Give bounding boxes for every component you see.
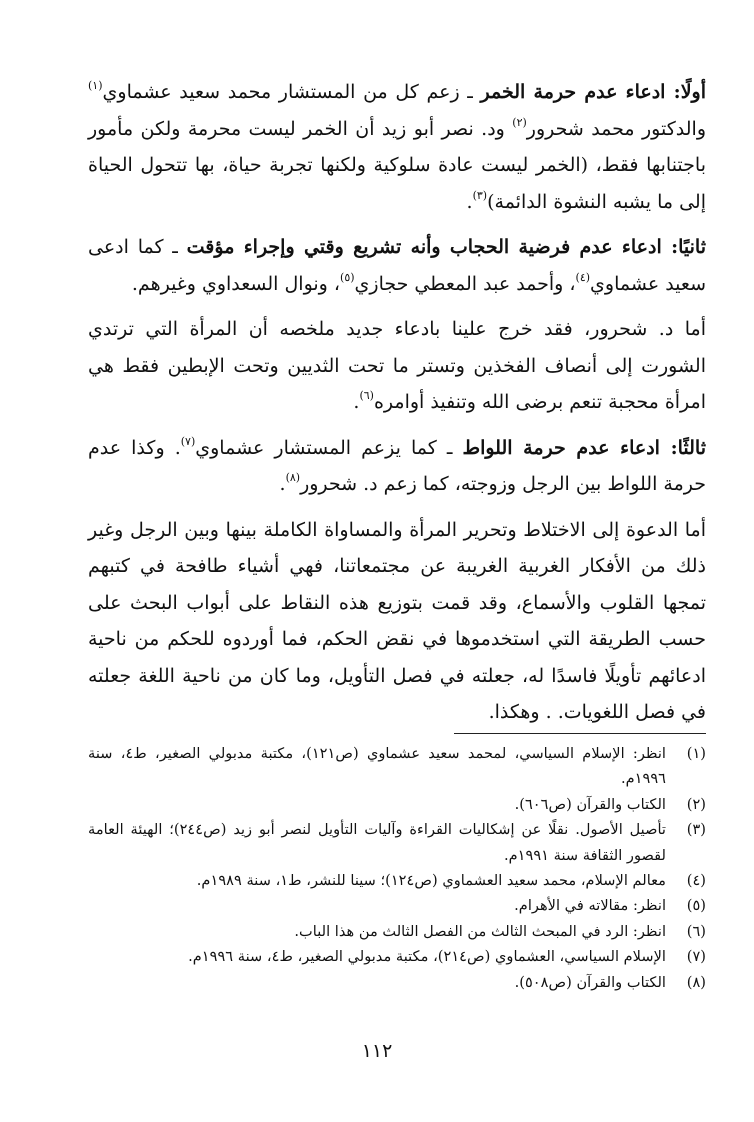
paragraph-third: ثالثًا: ادعاء عدم حرمة اللواط ـ كما يزعم المستشار عشماوي$^{(٧)}$. وكذا عدم حرمة اللواط بين الرجل وزوجته، كما زعم د. شحرور$^{(٨)}$. — [88, 434, 706, 495]
footnote-ref: (٦) — [359, 389, 374, 402]
footnote-item — [88, 970, 706, 995]
paragraph-shahrour: أما د. شحرور، فقد خرج علينا بادعاء جديد ملخصه أن المرأة التي ترتدي الشورت إلى أنصاف الفخذين وتستر ما تحت الثديين وتحت الإبطين فقط هي امرأة محجبة تنعم برضى الله وتنفيذ أوامره$^{(٦)}$. — [88, 318, 706, 413]
footnotes — [88, 741, 706, 995]
footnote-item — [88, 868, 706, 893]
footnote-number: (٨) — [686, 973, 706, 991]
footnote-ref: (١) — [88, 79, 103, 92]
footnote-number: (٦) — [686, 922, 706, 940]
heading-third: ثالثًا: ادعاء عدم حرمة اللواط — [462, 436, 706, 459]
footnote-number: (٧) — [686, 948, 706, 966]
footnote-text: انظر: مقالاته في الأهرام. — [514, 897, 666, 915]
footnote-item — [88, 792, 706, 817]
footnote-ref: (٣) — [472, 188, 488, 202]
main-text — [88, 74, 706, 740]
footnote-item — [88, 893, 706, 918]
footnote-text: الإسلام السياسي، العشماوي (ص٢١٤)، مكتبة مدبولي الصغير، ط٤، سنة ١٩٩٦م. — [188, 948, 666, 966]
footnote-number: (٤) — [686, 872, 706, 890]
page-number: ١١٢ — [361, 1040, 393, 1062]
paragraph-closing: أما الدعوة إلى الاختلاط وتحرير المرأة والمساواة الكاملة بينها وبين الرجل وغير ذلك من الأفكار الغربية الغريبة عن مجتمعاتنا، فهي أشياء طافحة في كتبهم تمجها القلوب والأسماع، وقد قمت بتوزيع هذه النقاط على أبواب البحث على حسب الطريقة التي استخدموها في نقض الحكم، فما أوردوه للحكم من ناحية ادعائهم تأويلًا فاسدًا له، جعلته في فصل التأويل، وما كان من ناحية اللغة جعلته في فصل اللغويات. . وهكذا. — [88, 518, 706, 723]
footnote-number: (١) — [686, 745, 706, 762]
footnote-text: الكتاب والقرآن (ص٦٠٦). — [514, 795, 666, 813]
footnote-text: تأصيل الأصول. نقلًا عن إشكاليات القراءة وآليات التأويل لنصر أبو زيد (ص٢٤٤)؛ الهيئة العامة لقصور الثقافة سنة ١٩٩١م. — [88, 821, 666, 864]
footnote-text: انظر: الرد في المبحث الثالث من الفصل الثالث من هذا الباب. — [294, 922, 666, 940]
footnote-ref: (٢) — [512, 115, 527, 129]
footnote-ref: (٥) — [340, 270, 355, 284]
paragraph-hijab: ثانيًا: ادعاء عدم فرضية الحجاب وأنه تشريع وقتي وإجراء مؤقت ـ كما ادعى سعيد عشماوي$^{(٤)}$، وأحمد عبد المعطي حجازي$^{(٥)}$، ونوال السعداوي وغيرهم. — [88, 236, 706, 295]
footnote-ref: (٨) — [285, 471, 301, 484]
footnote-number: (٢) — [686, 795, 706, 813]
heading-second: ثانيًا: ادعاء عدم فرضية الحجاب وأنه تشريع وقتي وإجراء مؤقت — [186, 236, 706, 258]
footnote-item — [88, 817, 706, 868]
footnote-item — [88, 741, 706, 792]
heading-first: أولًا: ادعاء عدم حرمة الخمر — [480, 81, 706, 103]
footnote-text: انظر: الإسلام السياسي، لمحمد سعيد عشماوي (ص١٢١)، مكتبة مدبولي الصغير، ط٤، سنة ١٩٩٦م. — [88, 745, 666, 788]
footnote-text: معالم الإسلام، محمد سعيد العشماوي (ص١٢٤)؛ سينا للنشر، ط١، سنة ١٩٨٩م. — [196, 872, 666, 890]
footnote-divider — [454, 733, 706, 734]
footnote-item — [88, 944, 706, 969]
footnote-number: (٣) — [686, 821, 706, 839]
footnote-item — [88, 919, 706, 944]
footnote-text: الكتاب والقرآن (ص٥٠٨). — [514, 973, 666, 991]
footnote-ref: (٤) — [575, 270, 591, 284]
paragraph-wine: أولًا: ادعاء عدم حرمة الخمر ـ زعم كل من المستشار محمد سعيد عشماوي$^{(١)}$ والدكتور محمد شحرور$^{(٢)}$ ود. نصر أبو زيد أن الخمر ليست محرمة ولكن مأمور باجتنابها فقط، (الخمر ليست عادة سلوكية ولكنها تجربة حياة، بها تتحول الحياة إلى ما يشبه النشوة الدائمة)$^{(٣)}$. — [88, 79, 706, 213]
footnote-number: (٥) — [686, 897, 706, 915]
footnote-ref: (٧) — [180, 434, 196, 448]
